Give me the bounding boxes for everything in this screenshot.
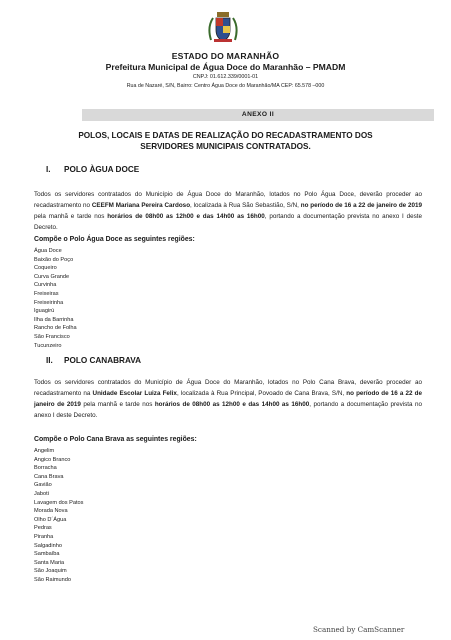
document-title-line-1: POLOS, LOCAIS E DATAS DE REALIZAÇÃO DO RECADASTRAMENTO DOS xyxy=(78,131,373,140)
list-item: Tucunzeiro xyxy=(34,342,62,349)
list-item: Curva Grande xyxy=(34,273,70,280)
scanner-watermark: Scanned by CamScanner xyxy=(313,625,405,634)
list-item: Olho D´Água xyxy=(34,516,67,523)
paragraph-text: Todos os servidores contratados do Município de Água Doce do Maranhão, lotados no Polo Água Doce, deverão proceder ao recadastramento no xyxy=(34,191,422,209)
section-number: II. xyxy=(46,356,53,365)
paragraph-text: , portando a documentação prevista no anexo I deste Decreto. xyxy=(34,401,422,419)
regions-list-agua-doce xyxy=(34,247,77,350)
list-item: Freixeiras xyxy=(34,290,59,297)
list-item: Borracha xyxy=(34,465,57,472)
paragraph-text: , portando a documentação prevista no anexo I deste Decreto. xyxy=(34,213,423,231)
period-text: no período de 16 a 22 de janeiro de 2019 xyxy=(34,390,423,408)
list-item: São Francisco xyxy=(34,333,70,340)
list-item: Salgadinho xyxy=(34,542,62,549)
polo-canabrava-paragraph xyxy=(34,377,422,421)
address-line: Rua de Nazaré, S/N, Bairro: Centro Água Doce do Maranhão/MA CEP: 65.578 –000 xyxy=(126,83,325,89)
list-item: Ilha da Barrinha xyxy=(34,316,74,323)
list-item: Baixão do Poço xyxy=(34,256,74,263)
list-item: Cana Brava xyxy=(34,473,64,480)
list-item: Piranha xyxy=(34,533,54,540)
list-item: Sambaíba xyxy=(34,551,60,558)
regions-heading-cana-brava: Compõe o Polo Cana Brava as seguintes regiões: xyxy=(34,436,197,443)
coat-of-arms-icon xyxy=(206,10,240,44)
section-heading-polo-agua-doce xyxy=(46,165,139,174)
cnpj-line: CNPJ: 01.612.339/0001-01 xyxy=(192,74,259,80)
list-item: São Joaquim xyxy=(34,568,67,575)
list-item: Lavagem dos Patos xyxy=(34,499,84,506)
list-item: Jaboti xyxy=(34,490,49,497)
period-text: no período de 16 a 22 de janeiro de 2019 xyxy=(300,202,422,209)
regions-list-cana-brava xyxy=(34,447,83,585)
venue-name: Unidade Escolar Luiza Felix xyxy=(92,390,177,397)
annex-label: ANEXO II xyxy=(82,109,434,121)
paragraph-text: , localizada à Rua São Sebastião, S/N, xyxy=(190,202,301,209)
hours-text: horários de 08h00 as 12h00 e das 14h00 as 16h00 xyxy=(107,213,265,220)
list-item: São Raimundo xyxy=(34,576,72,583)
list-item: Rancho de Folha xyxy=(34,325,77,332)
list-item: Santa Maria xyxy=(34,559,65,566)
list-item: Coqueiro xyxy=(34,265,57,272)
paragraph-text: pela manhã e tarde nos xyxy=(34,213,108,220)
regions-heading-agua-doce: Compõe o Polo Água Doce as seguintes regiões: xyxy=(34,236,195,243)
list-item: Pedras xyxy=(34,525,52,532)
polo-agua-doce-paragraph xyxy=(34,189,422,233)
list-item: Iguagirú xyxy=(34,308,55,315)
prefecture-name: Prefeitura Municipal de Água Doce do Maranhão – PMADM xyxy=(105,62,346,72)
section-title: POLO ÀGUA DOCE xyxy=(64,165,140,174)
list-item: Freixeirinha xyxy=(34,299,64,306)
list-item: Morada Nova xyxy=(34,508,68,515)
list-item: Água Doce xyxy=(34,248,62,254)
list-item: Curvinha xyxy=(34,282,57,289)
section-title: POLO CANABRAVA xyxy=(64,356,142,365)
paragraph-text: , localizada à Rua Principal, Povoado de Cana Brava, S/N, xyxy=(176,390,347,397)
state-name: ESTADO DO MARANHÃO xyxy=(171,51,280,61)
section-heading-polo-canabrava xyxy=(46,356,141,365)
document-title-line-2: SERVIDORES MUNICIPAIS CONTRATADOS. xyxy=(140,142,311,151)
hours-text: horários de 08h00 as 12h00 e das 14h00 as 16h00 xyxy=(154,401,310,408)
venue-name: CEEFM Mariana Pereira Cardoso xyxy=(91,202,191,209)
section-number: I. xyxy=(46,165,51,174)
paragraph-text: Todos os servidores contratados do Município de Água Doce do Maranhão, lotados no Polo Cana Brava, deverão proceder ao recadastramento na xyxy=(34,379,422,397)
list-item: Angico Branco xyxy=(34,456,71,463)
list-item: Gavião xyxy=(34,482,52,489)
paragraph-text: pela manhã e tarde nos xyxy=(80,401,155,408)
list-item: Angelim xyxy=(34,448,55,454)
